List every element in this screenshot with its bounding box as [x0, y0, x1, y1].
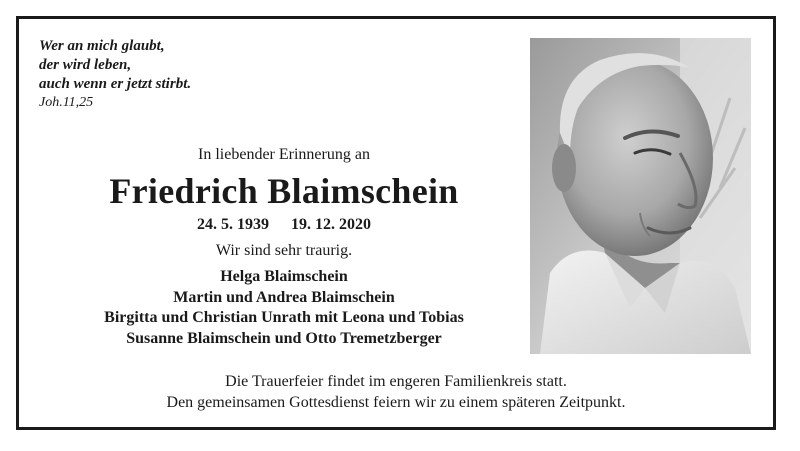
ceremony-note	[19, 371, 773, 413]
bible-quote	[39, 37, 289, 112]
intro-text: In liebender Erinnerung an	[198, 146, 370, 163]
birth-date: 24. 5. 1939	[197, 216, 269, 233]
sentiment-text: Wir sind sehr traurig.	[215, 242, 353, 259]
mourner-line: Birgitta und Christian Unrath mit Leona und Tobias	[104, 309, 464, 326]
quote-reference: Joh.11,25	[39, 95, 94, 110]
death-date: 19. 12. 2020	[291, 216, 371, 233]
mourner-line: Susanne Blaimschein und Otto Tremetzberger	[126, 329, 442, 347]
footer-line: Die Trauerfeier findet im engeren Familienkreis statt.	[225, 373, 567, 390]
life-dates	[59, 215, 509, 235]
mourner-line: Martin und Andrea Blaimschein	[173, 288, 395, 306]
quote-line: Wer an mich glaubt,	[39, 38, 165, 54]
obituary-frame	[16, 16, 776, 430]
notice-block	[59, 145, 509, 349]
deceased-name: Friedrich Blaimschein	[109, 171, 459, 211]
portrait-photo	[530, 38, 751, 354]
footer-line: Den gemeinsamen Gottesdienst feiern wir zu einem späteren Zeitpunkt.	[166, 394, 626, 411]
mourners-list	[59, 267, 509, 349]
mourner-line: Helga Blaimschein	[220, 268, 348, 285]
quote-line: auch wenn er jetzt stirbt.	[39, 76, 192, 92]
quote-line: der wird leben,	[39, 57, 132, 73]
